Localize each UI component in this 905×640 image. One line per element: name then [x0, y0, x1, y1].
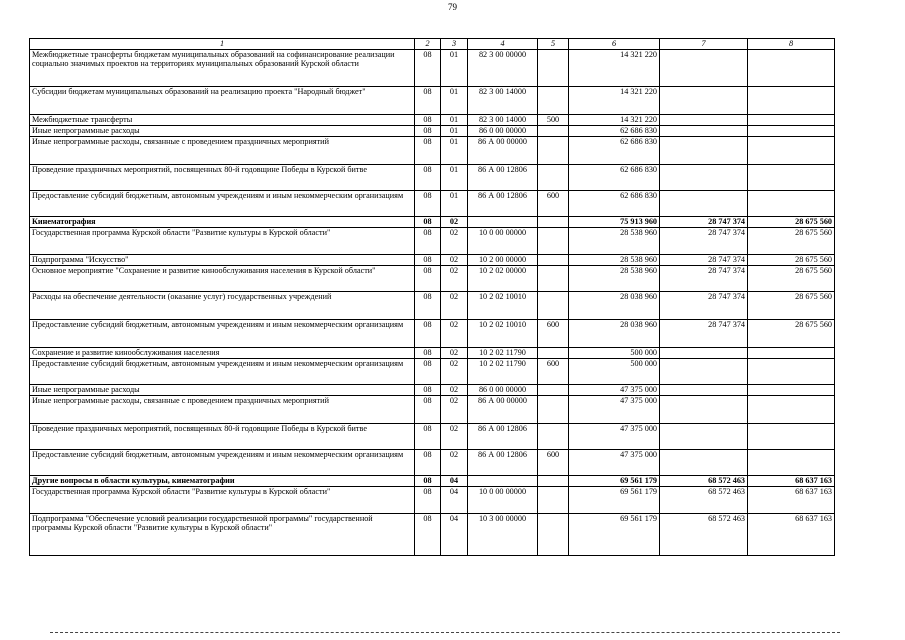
row-section-cell: 08: [415, 358, 441, 384]
row-subsection-cell: 01: [441, 190, 468, 216]
row-subsection-cell: 02: [441, 358, 468, 384]
row-name-cell: Расходы на обеспечение деятельности (оказание услуг) государственных учреждений: [30, 291, 415, 319]
row-expense-type-cell: [538, 125, 569, 136]
row-amount-col6-cell: 28 038 960: [569, 319, 660, 347]
row-amount-col7-cell: [660, 423, 748, 449]
row-amount-col8-cell: 68 637 163: [748, 513, 835, 555]
row-section-cell: 08: [415, 216, 441, 227]
row-name-cell: Сохранение и развитие кинообслуживания населения: [30, 347, 415, 358]
row-subsection-cell: 02: [441, 449, 468, 475]
row-amount-col7-cell: [660, 125, 748, 136]
row-amount-col6-cell: 47 375 000: [569, 395, 660, 423]
row-amount-col6-cell: 62 686 830: [569, 164, 660, 190]
row-amount-col7-cell: 28 747 374: [660, 227, 748, 254]
row-section-cell: 08: [415, 49, 441, 86]
row-section-cell: 08: [415, 164, 441, 190]
row-section-cell: 08: [415, 347, 441, 358]
row-amount-col7-cell: 28 747 374: [660, 265, 748, 291]
col-header-1: 1: [30, 39, 415, 50]
row-amount-col8-cell: [748, 347, 835, 358]
row-subsection-cell: 01: [441, 49, 468, 86]
table-row: [30, 291, 835, 319]
table-row: [30, 513, 835, 555]
col-header-5: 5: [538, 39, 569, 50]
row-section-cell: 08: [415, 395, 441, 423]
row-section-cell: 08: [415, 227, 441, 254]
row-subsection-cell: 01: [441, 114, 468, 125]
row-name-cell: Предоставление субсидий бюджетным, автономным учреждениям и иным некоммерческим организациям: [30, 190, 415, 216]
table-row: [30, 265, 835, 291]
row-name-cell: Государственная программа Курской области "Развитие культуры в Курской области": [30, 486, 415, 513]
row-amount-col6-cell: 47 375 000: [569, 423, 660, 449]
row-amount-col6-cell: 62 686 830: [569, 136, 660, 164]
row-subsection-cell: 01: [441, 136, 468, 164]
row-name-cell: Межбюджетные трансферты: [30, 114, 415, 125]
row-amount-col8-cell: 28 675 560: [748, 319, 835, 347]
row-amount-col6-cell: 500 000: [569, 347, 660, 358]
table-row: [30, 86, 835, 114]
col-header-4: 4: [468, 39, 538, 50]
row-amount-col8-cell: 28 675 560: [748, 291, 835, 319]
table-row: [30, 227, 835, 254]
row-section-cell: 08: [415, 486, 441, 513]
row-expense-type-cell: [538, 291, 569, 319]
row-amount-col6-cell: 69 561 179: [569, 475, 660, 486]
row-amount-col7-cell: [660, 384, 748, 395]
row-amount-col6-cell: 28 538 960: [569, 254, 660, 265]
row-subsection-cell: 02: [441, 265, 468, 291]
table-row: [30, 319, 835, 347]
row-subsection-cell: 02: [441, 227, 468, 254]
row-expense-type-cell: [538, 475, 569, 486]
table-row: [30, 384, 835, 395]
row-amount-col8-cell: [748, 49, 835, 86]
table-row: [30, 254, 835, 265]
table-row: [30, 395, 835, 423]
row-target-article-cell: 86 А 00 00000: [468, 395, 538, 423]
row-name-cell: Государственная программа Курской области "Развитие культуры в Курской области": [30, 227, 415, 254]
row-target-article-cell: 10 2 02 00000: [468, 265, 538, 291]
row-amount-col8-cell: 28 675 560: [748, 227, 835, 254]
row-name-cell: Предоставление субсидий бюджетным, автономным учреждениям и иным некоммерческим организациям: [30, 449, 415, 475]
row-expense-type-cell: [538, 384, 569, 395]
table-row: [30, 475, 835, 486]
row-amount-col7-cell: [660, 395, 748, 423]
row-amount-col8-cell: [748, 449, 835, 475]
row-name-cell: Подпрограмма "Обеспечение условий реализации государственной программы" государственной программы Курской области "Развитие культуры в Курской области": [30, 513, 415, 555]
row-amount-col8-cell: [748, 190, 835, 216]
row-expense-type-cell: 600: [538, 190, 569, 216]
row-amount-col8-cell: 68 637 163: [748, 475, 835, 486]
row-expense-type-cell: [538, 136, 569, 164]
row-target-article-cell: 10 0 00 00000: [468, 227, 538, 254]
row-amount-col8-cell: 68 637 163: [748, 486, 835, 513]
col-header-3: 3: [441, 39, 468, 50]
row-target-article-cell: 86 А 00 12806: [468, 164, 538, 190]
row-target-article-cell: 82 3 00 14000: [468, 114, 538, 125]
row-subsection-cell: 04: [441, 475, 468, 486]
table-body: [30, 49, 835, 555]
row-amount-col6-cell: 47 375 000: [569, 449, 660, 475]
row-target-article-cell: 86 А 00 00000: [468, 136, 538, 164]
row-target-article-cell: 10 0 00 00000: [468, 486, 538, 513]
row-subsection-cell: 02: [441, 384, 468, 395]
row-amount-col7-cell: 28 747 374: [660, 254, 748, 265]
row-subsection-cell: 02: [441, 319, 468, 347]
row-section-cell: 08: [415, 423, 441, 449]
table-row: [30, 358, 835, 384]
row-target-article-cell: 10 2 02 11790: [468, 358, 538, 384]
row-amount-col6-cell: 14 321 220: [569, 49, 660, 86]
table-row: [30, 190, 835, 216]
row-name-cell: Иные непрограммные расходы: [30, 125, 415, 136]
row-section-cell: 08: [415, 384, 441, 395]
row-amount-col6-cell: 28 538 960: [569, 265, 660, 291]
row-section-cell: 08: [415, 319, 441, 347]
row-amount-col6-cell: 14 321 220: [569, 86, 660, 114]
row-amount-col6-cell: 14 321 220: [569, 114, 660, 125]
col-header-6: 6: [569, 39, 660, 50]
row-expense-type-cell: [538, 347, 569, 358]
row-subsection-cell: 01: [441, 86, 468, 114]
row-section-cell: 08: [415, 291, 441, 319]
row-name-cell: Предоставление субсидий бюджетным, автономным учреждениям и иным некоммерческим организациям: [30, 319, 415, 347]
row-target-article-cell: 10 3 00 00000: [468, 513, 538, 555]
row-amount-col7-cell: [660, 86, 748, 114]
row-amount-col7-cell: 28 747 374: [660, 319, 748, 347]
row-expense-type-cell: [538, 86, 569, 114]
row-target-article-cell: 10 2 02 11790: [468, 347, 538, 358]
row-subsection-cell: 02: [441, 254, 468, 265]
row-amount-col8-cell: 28 675 560: [748, 216, 835, 227]
row-name-cell: Подпрограмма "Искусство": [30, 254, 415, 265]
budget-table: [29, 38, 835, 556]
row-amount-col7-cell: [660, 190, 748, 216]
row-name-cell: Иные непрограммные расходы, связанные с проведением праздничных мероприятий: [30, 395, 415, 423]
row-amount-col6-cell: 28 538 960: [569, 227, 660, 254]
row-name-cell: Кинематография: [30, 216, 415, 227]
row-subsection-cell: 04: [441, 486, 468, 513]
table-row: [30, 347, 835, 358]
row-section-cell: 08: [415, 254, 441, 265]
row-amount-col7-cell: 68 572 463: [660, 475, 748, 486]
row-target-article-cell: 86 А 00 12806: [468, 449, 538, 475]
table-row: [30, 136, 835, 164]
row-name-cell: Иные непрограммные расходы: [30, 384, 415, 395]
row-target-article-cell: 86 А 00 12806: [468, 423, 538, 449]
row-amount-col6-cell: 62 686 830: [569, 190, 660, 216]
row-subsection-cell: 01: [441, 164, 468, 190]
row-expense-type-cell: [538, 164, 569, 190]
row-section-cell: 08: [415, 114, 441, 125]
page-number: 79: [448, 2, 457, 12]
row-amount-col8-cell: [748, 125, 835, 136]
row-target-article-cell: 10 2 00 00000: [468, 254, 538, 265]
col-header-2: 2: [415, 39, 441, 50]
row-section-cell: 08: [415, 265, 441, 291]
row-name-cell: Иные непрограммные расходы, связанные с проведением праздничных мероприятий: [30, 136, 415, 164]
row-section-cell: 08: [415, 136, 441, 164]
row-amount-col8-cell: [748, 86, 835, 114]
row-expense-type-cell: [538, 395, 569, 423]
row-amount-col6-cell: 75 913 960: [569, 216, 660, 227]
row-amount-col8-cell: [748, 164, 835, 190]
row-amount-col7-cell: 28 747 374: [660, 291, 748, 319]
table-row: [30, 449, 835, 475]
row-name-cell: Предоставление субсидий бюджетным, автономным учреждениям и иным некоммерческим организациям: [30, 358, 415, 384]
row-target-article-cell: 10 2 02 10010: [468, 291, 538, 319]
row-section-cell: 08: [415, 475, 441, 486]
row-amount-col7-cell: 68 572 463: [660, 486, 748, 513]
row-target-article-cell: 82 3 00 14000: [468, 86, 538, 114]
row-section-cell: 08: [415, 449, 441, 475]
row-name-cell: Проведение праздничных мероприятий, посвященных 80-й годовщине Победы в Курской битве: [30, 423, 415, 449]
row-amount-col6-cell: 47 375 000: [569, 384, 660, 395]
row-amount-col6-cell: 500 000: [569, 358, 660, 384]
row-subsection-cell: 02: [441, 291, 468, 319]
row-name-cell: Другие вопросы в области культуры, кинематографии: [30, 475, 415, 486]
table-row: [30, 49, 835, 86]
row-amount-col7-cell: [660, 358, 748, 384]
row-expense-type-cell: [538, 49, 569, 86]
row-section-cell: 08: [415, 125, 441, 136]
row-target-article-cell: 86 0 00 00000: [468, 384, 538, 395]
row-target-article-cell: [468, 216, 538, 227]
row-amount-col6-cell: 62 686 830: [569, 125, 660, 136]
row-amount-col8-cell: [748, 114, 835, 125]
row-subsection-cell: 02: [441, 347, 468, 358]
table-row: [30, 164, 835, 190]
row-section-cell: 08: [415, 513, 441, 555]
row-amount-col7-cell: [660, 114, 748, 125]
table-row: [30, 114, 835, 125]
row-subsection-cell: 02: [441, 395, 468, 423]
row-expense-type-cell: 600: [538, 449, 569, 475]
table-row: [30, 125, 835, 136]
row-section-cell: 08: [415, 86, 441, 114]
row-name-cell: Основное мероприятие "Сохранение и развитие кинообслуживания населения в Курской области": [30, 265, 415, 291]
row-expense-type-cell: [538, 423, 569, 449]
table-row: [30, 216, 835, 227]
row-amount-col7-cell: 28 747 374: [660, 216, 748, 227]
row-expense-type-cell: [538, 216, 569, 227]
row-expense-type-cell: 600: [538, 358, 569, 384]
table-row: [30, 486, 835, 513]
row-amount-col6-cell: 69 561 179: [569, 486, 660, 513]
row-amount-col8-cell: 28 675 560: [748, 254, 835, 265]
row-amount-col8-cell: [748, 423, 835, 449]
row-expense-type-cell: 500: [538, 114, 569, 125]
row-subsection-cell: 02: [441, 216, 468, 227]
row-target-article-cell: 82 3 00 00000: [468, 49, 538, 86]
row-amount-col8-cell: [748, 358, 835, 384]
table-header-row: [30, 39, 835, 50]
row-expense-type-cell: [538, 513, 569, 555]
row-amount-col7-cell: [660, 347, 748, 358]
row-subsection-cell: 04: [441, 513, 468, 555]
row-amount-col7-cell: 68 572 463: [660, 513, 748, 555]
row-target-article-cell: [468, 475, 538, 486]
table-row: [30, 423, 835, 449]
row-amount-col8-cell: [748, 384, 835, 395]
row-expense-type-cell: [538, 254, 569, 265]
row-amount-col6-cell: 69 561 179: [569, 513, 660, 555]
row-amount-col7-cell: [660, 49, 748, 86]
col-header-8: 8: [748, 39, 835, 50]
row-target-article-cell: 10 2 02 10010: [468, 319, 538, 347]
row-subsection-cell: 02: [441, 423, 468, 449]
row-expense-type-cell: 600: [538, 319, 569, 347]
row-amount-col6-cell: 28 038 960: [569, 291, 660, 319]
row-name-cell: Межбюджетные трансферты бюджетам муниципальных образований на софинансирование реализации социально значимых проектов на территориях муниципальных образований Курской области: [30, 49, 415, 86]
row-expense-type-cell: [538, 265, 569, 291]
row-amount-col8-cell: 28 675 560: [748, 265, 835, 291]
row-name-cell: Субсидии бюджетам муниципальных образований на реализацию проекта "Народный бюджет": [30, 86, 415, 114]
row-subsection-cell: 01: [441, 125, 468, 136]
col-header-7: 7: [660, 39, 748, 50]
row-expense-type-cell: [538, 486, 569, 513]
row-amount-col7-cell: [660, 164, 748, 190]
row-amount-col7-cell: [660, 449, 748, 475]
row-amount-col8-cell: [748, 395, 835, 423]
row-target-article-cell: 86 А 00 12806: [468, 190, 538, 216]
row-name-cell: Проведение праздничных мероприятий, посвященных 80-й годовщине Победы в Курской битве: [30, 164, 415, 190]
row-section-cell: 08: [415, 190, 441, 216]
row-expense-type-cell: [538, 227, 569, 254]
row-amount-col7-cell: [660, 136, 748, 164]
row-target-article-cell: 86 0 00 00000: [468, 125, 538, 136]
page-bottom-rule: [50, 632, 840, 633]
row-amount-col8-cell: [748, 136, 835, 164]
